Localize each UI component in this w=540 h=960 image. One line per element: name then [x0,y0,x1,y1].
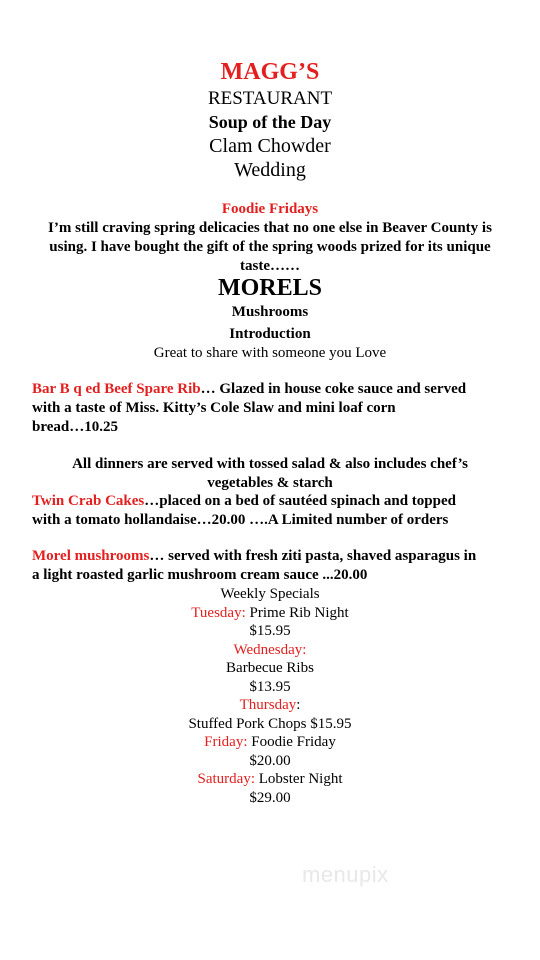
special-item-wednesday: Barbecue Ribs [226,660,314,676]
soup-heading: Soup of the Day [208,112,332,132]
dinner-note-line: vegetables & starch [207,475,333,491]
morel-mushrooms-description: … served with fresh ziti pasta, shaved asparagus in [149,548,477,564]
day-label-friday: Friday: [204,734,248,750]
special-price-friday: $20.00 [249,752,291,769]
feature-intro-line: taste…… [240,258,300,274]
dinner-note-line: All dinners are served with tossed salad & also includes chef’s [72,456,468,472]
morel-mushrooms-name: Morel mushrooms [32,548,150,564]
special-friday [0,733,540,752]
soup-item-wedding: Wedding [234,159,306,181]
special-price-tuesday: $15.95 [249,623,291,639]
special-tuesday [0,604,540,623]
ribs-price-line: bread…10.25 [32,419,118,435]
crab-cakes-description: with a tomato hollandaise…20.00 ….A Limited number of orders [32,512,449,528]
menupix-watermark: menupix [302,862,389,887]
menu-item-morel-mushrooms [32,547,512,585]
ribs-description: … Glazed in house coke sauce and served [200,381,467,397]
day-label-wednesday: Wednesday: [233,641,307,658]
special-price-saturday: $29.00 [249,789,291,806]
special-saturday [0,770,540,789]
morels-subtitle-mushrooms: Mushrooms [231,304,309,320]
special-price-wednesday: $13.95 [249,678,291,695]
feature-intro-line: using. I have bought the gift of the spring woods prized for its unique [49,239,491,255]
foodie-fridays-heading: Foodie Fridays [221,201,319,217]
menu-item-crab-cakes [32,492,512,530]
morels-title: MORELS [217,275,322,301]
ribs-description: with a taste of Miss. Kitty’s Cole Slaw and mini loaf corn [32,400,396,416]
special-item-saturday: Lobster Night [255,771,343,787]
day-label-thursday: Thursday [239,697,297,713]
menu-item-ribs [32,380,512,437]
special-item-tuesday: Prime Rib Night [245,604,349,621]
day-label-saturday: Saturday: [197,771,255,787]
morel-mushrooms-description: a light roasted garlic mushroom cream sauce ...20.00 [32,567,368,583]
weekly-specials-heading: Weekly Specials [220,586,320,602]
crab-cakes-name: Twin Crab Cakes [32,493,145,509]
special-thursday [0,696,540,715]
ribs-name: Bar B q ed Beef Spare Rib [32,381,201,397]
feature-intro-text [0,219,540,276]
morels-tagline: Great to share with someone you Love [153,345,387,361]
weekly-specials [0,585,540,807]
dinner-note [0,455,540,493]
day-label-thursday-colon: : [296,697,301,713]
restaurant-subtitle: RESTAURANT [207,88,333,109]
soup-item-clam-chowder: Clam Chowder [209,135,331,157]
special-item-thursday: Stuffed Pork Chops $15.95 [188,715,352,732]
feature-intro-line: I’m still craving spring delicacies that no one else in Beaver County is [48,220,492,236]
day-label-tuesday: Tuesday: [191,604,246,621]
restaurant-name: MAGG’S [220,59,320,85]
crab-cakes-description: …placed on a bed of sautéed spinach and topped [144,493,456,509]
morels-subtitle-introduction: Introduction [229,326,311,342]
special-item-friday: Foodie Friday [247,734,336,750]
